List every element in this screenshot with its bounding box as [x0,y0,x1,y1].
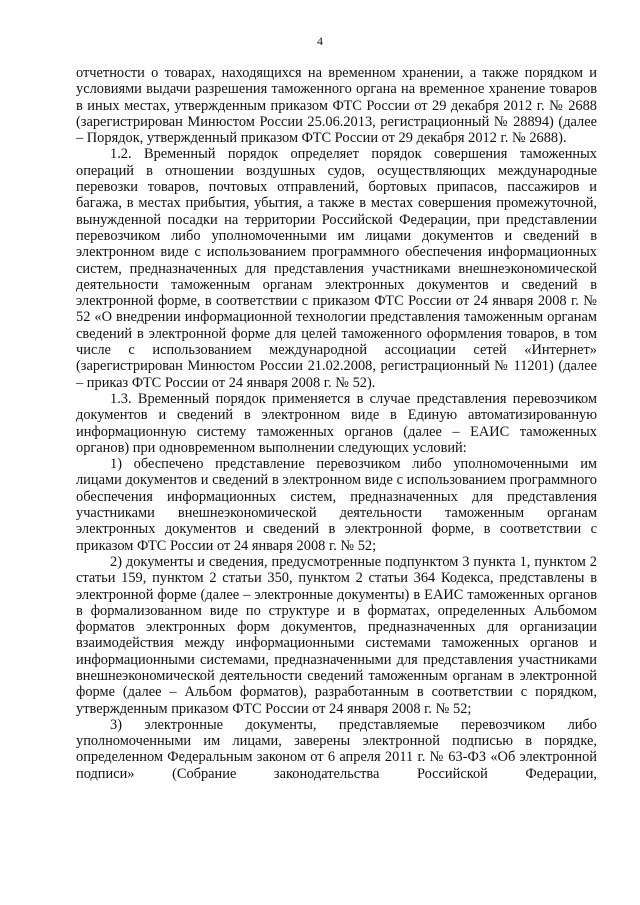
page-number: 4 [317,34,323,48]
document-body [76,65,597,782]
list-item-3: 3) электронные документы, представляемые перевозчиком либо уполномоченными им лицами, заверены электронной подписью в порядке, определенном Федеральным законом от 6 апреля 2011 г. № 63-ФЗ «Об электронной подписи» (Собрание законодательства Российской Федерации, [76,716,597,782]
list-item-2: 2) документы и сведения, предусмотренные подпунктом 3 пункта 1, пунктом 2 статьи 159, пунктом 2 статьи 350, пунктом 2 статьи 364 Кодекса, представлены в электронной форме (далее – электронные документы) в ЕАИС таможенных органов в формализованном виде по структуре и в форматах, определенных Альбомом форматов электронных форм документов, предназначенных для организации взаимодействия между информационными системами таможенных органов и информационными системами, предназначенными для представления участниками внешнеэкономической деятельности сведений таможенным органам в электронной форме (далее – Альбом форматов), разработанным в соответствии с порядком, утвержденным приказом ФТС России от 24 января 2008 г. № 52; [76,553,597,717]
list-item-1: 1) обеспечено представление перевозчиком либо уполномоченными им лицами документов и сведений в электронном виде с использованием программного обеспечения информационных систем, предназначенных для представления участниками внешнеэкономической деятельности таможенным органам электронных документов и сведений в электронной форме, в соответствии с приказом ФТС России от 24 января 2008 г. № 52; [76,456,597,554]
paragraph-1-3: 1.3. Временный порядок применяется в случае представления перевозчиком документов и сведений в электронном виде в Единую автоматизированную информационную систему таможенных органов (далее – ЕАИС таможенных органов) при одновременном выполнении следующих условий: [76,390,597,456]
paragraph-1-2: 1.2. Временный порядок определяет порядок совершения таможенных операций в отношении воздушных судов, осуществляющих международные перевозки товаров, почтовых отправлений, бортовых припасов, пассажиров и багажа, в местах прибытия, убытия, а также в местах совершения промежуточной, вынужденной посадки на территории Российской Федерации, при представлении перевозчиком либо уполномоченными им лицами документов и сведений в электронном виде с использованием программного обеспечения информационных систем, предназначенных для представления участниками внешнеэкономической деятельности таможенным органам электронных документов и сведений в электронной форме, в соответствии с приказом ФТС России от 24 января 2008 г. № 52 «О внедрении информационной технологии представления таможенным органам сведений в электронной форме для целей таможенного оформления товаров, в том числе с использованием международной ассоциации сетей «Интернет» (зарегистрирован Минюстом России 21.02.2008, регистрационный № 11201) (далее – приказ ФТС России от 24 января 2008 г. № 52). [76,146,597,391]
paragraph-continuation: отчетности о товарах, находящихся на временном хранении, а также порядком и условиями выдачи разрешения таможенного органа на временное хранение товаров в иных местах, утвержденным приказом ФТС России от 29 декабря 2012 г. № 2688 (зарегистрирован Минюстом России 25.06.2013, регистрационный № 28894) (далее – Порядок, утвержденный приказом ФТС России от 29 декабря 2012 г. № 2688). [76,65,597,147]
